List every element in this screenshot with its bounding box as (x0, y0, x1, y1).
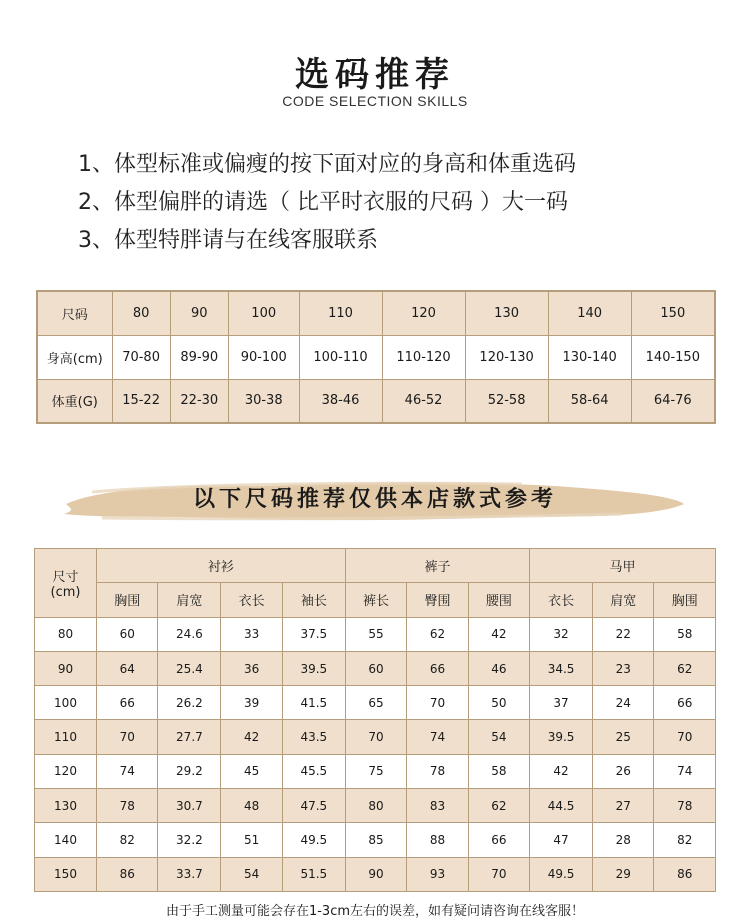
table-cell: 29 (593, 857, 654, 891)
table-cell: 60 (97, 617, 158, 651)
table-cell: 49.5 (530, 857, 593, 891)
table-cell: 28 (593, 823, 654, 857)
table-cell: 30-38 (228, 379, 299, 423)
row-label: 尺码 (37, 291, 112, 335)
table-cell: 42 (468, 617, 529, 651)
table-cell: 32 (530, 617, 593, 651)
table-cell: 78 (97, 789, 158, 823)
table-cell: 86 (97, 857, 158, 891)
selection-rules (78, 146, 576, 260)
table-cell: 65 (345, 686, 406, 720)
table-cell: 33 (221, 617, 282, 651)
weight-row (37, 379, 715, 423)
table-cell: 42 (221, 720, 282, 754)
table-cell: 26 (593, 754, 654, 788)
table-cell: 70 (97, 720, 158, 754)
table-cell: 48 (221, 789, 282, 823)
table-cell: 22 (593, 617, 654, 651)
table-row (35, 823, 716, 857)
table-cell: 62 (654, 651, 716, 685)
table-cell: 110-120 (382, 335, 465, 379)
table-cell: 37 (530, 686, 593, 720)
table-cell: 70 (407, 686, 468, 720)
table-cell: 25.4 (158, 651, 221, 685)
table-cell: 83 (407, 789, 468, 823)
table-cell: 90 (170, 291, 228, 335)
table-cell: 120 (35, 754, 97, 788)
table-cell: 110 (35, 720, 97, 754)
table-cell: 34.5 (530, 651, 593, 685)
table-cell: 140 (35, 823, 97, 857)
table-cell: 70 (468, 857, 529, 891)
table-cell: 51 (221, 823, 282, 857)
table-cell: 80 (345, 789, 406, 823)
table-cell: 74 (654, 754, 716, 788)
table-cell: 22-30 (170, 379, 228, 423)
table-row (35, 754, 716, 788)
table-cell: 42 (530, 754, 593, 788)
table-cell: 54 (468, 720, 529, 754)
table-cell: 45 (221, 754, 282, 788)
table-cell: 66 (407, 651, 468, 685)
column-header: 胸围 (654, 583, 716, 617)
row-label: 身高(cm) (37, 335, 112, 379)
table-cell: 88 (407, 823, 468, 857)
table-cell: 89-90 (170, 335, 228, 379)
table-row (35, 651, 716, 685)
table-cell: 46 (468, 651, 529, 685)
table-cell: 66 (97, 686, 158, 720)
table-row (35, 686, 716, 720)
height-row (37, 335, 715, 379)
table-row (35, 789, 716, 823)
table-cell: 64 (97, 651, 158, 685)
table-cell: 70-80 (112, 335, 170, 379)
table-cell: 45.5 (282, 754, 345, 788)
table-cell: 32.2 (158, 823, 221, 857)
table-cell: 46-52 (382, 379, 465, 423)
header-row (35, 549, 716, 583)
table-cell: 64-76 (631, 379, 715, 423)
table-cell: 66 (654, 686, 716, 720)
column-header: 腰围 (468, 583, 529, 617)
table-cell: 120-130 (465, 335, 548, 379)
banner-text: 以下尺码推荐仅供本店款式参考 (192, 487, 557, 512)
table-cell: 100-110 (299, 335, 382, 379)
table-cell: 37.5 (282, 617, 345, 651)
size-header-unit: (cm) (50, 584, 81, 600)
page-title: 选码推荐 (295, 55, 455, 95)
table-cell: 58 (468, 754, 529, 788)
page-subtitle: CODE SELECTION SKILLS (282, 93, 468, 109)
table-cell: 38-46 (299, 379, 382, 423)
rule-3: 3、体型特胖请与在线客服联系 (78, 228, 378, 253)
table-cell: 75 (345, 754, 406, 788)
table-cell: 49.5 (282, 823, 345, 857)
table-cell: 100 (228, 291, 299, 335)
table-cell: 24 (593, 686, 654, 720)
table-cell: 58 (654, 617, 716, 651)
table-cell: 26.2 (158, 686, 221, 720)
table-cell: 47 (530, 823, 593, 857)
table-cell: 36 (221, 651, 282, 685)
disclaimer-banner (62, 474, 688, 526)
size-column-header (35, 549, 97, 618)
group-header: 衬衫 (97, 549, 346, 583)
table-cell: 90 (35, 651, 97, 685)
column-header: 衣长 (530, 583, 593, 617)
column-header: 衣长 (221, 583, 282, 617)
size-recommendation-table (36, 290, 716, 424)
table-cell: 150 (631, 291, 715, 335)
table-cell: 82 (97, 823, 158, 857)
table-cell: 74 (407, 720, 468, 754)
table-cell: 110 (299, 291, 382, 335)
column-header: 袖长 (282, 583, 345, 617)
table-cell: 27 (593, 789, 654, 823)
table-row (35, 617, 716, 651)
table-cell: 100 (35, 686, 97, 720)
column-header: 裤长 (345, 583, 406, 617)
table-cell: 82 (654, 823, 716, 857)
table-cell: 70 (654, 720, 716, 754)
table-cell: 80 (112, 291, 170, 335)
table-cell: 27.7 (158, 720, 221, 754)
column-header: 肩宽 (593, 583, 654, 617)
group-header: 裤子 (345, 549, 529, 583)
table-cell: 39 (221, 686, 282, 720)
table-cell: 58-64 (548, 379, 631, 423)
table-cell: 78 (407, 754, 468, 788)
table-cell: 93 (407, 857, 468, 891)
group-header: 马甲 (530, 549, 716, 583)
table-cell: 39.5 (282, 651, 345, 685)
table-cell: 62 (468, 789, 529, 823)
table-cell: 54 (221, 857, 282, 891)
table-cell: 130 (465, 291, 548, 335)
row-label: 体重(G) (37, 379, 112, 423)
table-cell: 24.6 (158, 617, 221, 651)
table-cell: 150 (35, 857, 97, 891)
column-header: 臀围 (407, 583, 468, 617)
table-cell: 47.5 (282, 789, 345, 823)
rule-1: 1、体型标准或偏瘦的按下面对应的身高和体重选码 (78, 152, 576, 177)
table-cell: 70 (345, 720, 406, 754)
size-row (37, 291, 715, 335)
table-cell: 43.5 (282, 720, 345, 754)
table-cell: 130 (35, 789, 97, 823)
table-cell: 15-22 (112, 379, 170, 423)
table-cell: 74 (97, 754, 158, 788)
table-cell: 33.7 (158, 857, 221, 891)
table-cell: 51.5 (282, 857, 345, 891)
measurement-footnote: 由于手工测量可能会存在1-3cm左右的误差，如有疑问请咨询在线客服！ (165, 904, 585, 919)
table-cell: 140 (548, 291, 631, 335)
table-cell: 29.2 (158, 754, 221, 788)
table-row (35, 720, 716, 754)
table-cell: 50 (468, 686, 529, 720)
table-cell: 85 (345, 823, 406, 857)
column-header: 胸围 (97, 583, 158, 617)
table-cell: 52-58 (465, 379, 548, 423)
table-cell: 41.5 (282, 686, 345, 720)
table-cell: 140-150 (631, 335, 715, 379)
table-cell: 86 (654, 857, 716, 891)
table-cell: 66 (468, 823, 529, 857)
table-cell: 90-100 (228, 335, 299, 379)
table-cell: 90 (345, 857, 406, 891)
table-cell: 30.7 (158, 789, 221, 823)
table-cell: 44.5 (530, 789, 593, 823)
table-cell: 23 (593, 651, 654, 685)
measurement-table (34, 548, 716, 892)
table-cell: 78 (654, 789, 716, 823)
subheader-row (35, 583, 716, 617)
rule-2: 2、体型偏胖的请选（ 比平时衣服的尺码 ）大一码 (78, 190, 568, 215)
column-header: 肩宽 (158, 583, 221, 617)
table-cell: 60 (345, 651, 406, 685)
table-cell: 55 (345, 617, 406, 651)
table-cell: 130-140 (548, 335, 631, 379)
table-cell: 25 (593, 720, 654, 754)
table-cell: 80 (35, 617, 97, 651)
size-header-label: 尺寸 (52, 569, 79, 585)
table-cell: 120 (382, 291, 465, 335)
table-cell: 62 (407, 617, 468, 651)
table-row (35, 857, 716, 891)
table-cell: 39.5 (530, 720, 593, 754)
